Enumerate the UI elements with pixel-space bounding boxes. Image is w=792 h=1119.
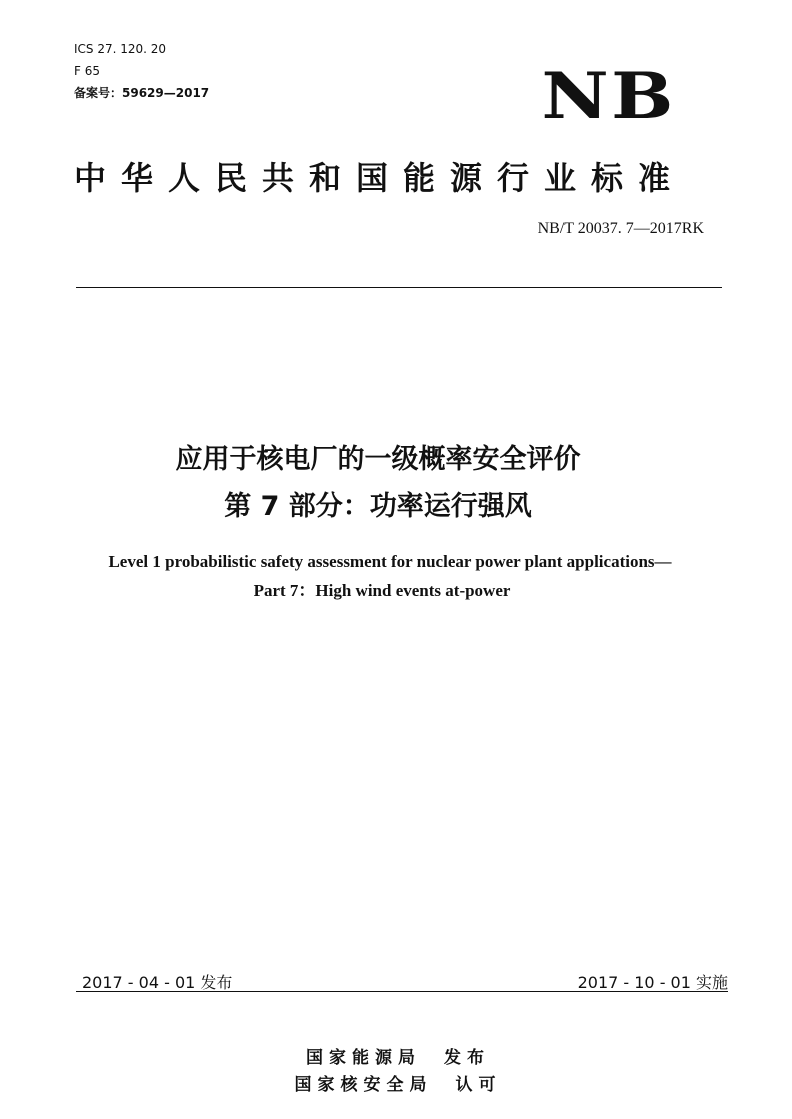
document-title-en-line1: Level 1 probabilistic safety assessment for nuclear power plant applications— — [108, 552, 672, 571]
issuing-agency: 国家能源局 发布 — [306, 1048, 490, 1068]
approving-agency: 国家核安全局 认可 — [294, 1075, 502, 1095]
bottom-divider — [76, 991, 728, 992]
filing-number: 备案号：59629—2017 — [74, 86, 210, 100]
nb-logo: NB — [541, 59, 676, 134]
standard-number: NB/T 20037. 7—2017RK — [537, 220, 704, 237]
ccs-code: F 65 — [74, 64, 100, 78]
document-title-cn-line1: 应用于核电厂的一级概率安全评价 — [175, 444, 581, 475]
ics-code: ICS 27. 120. 20 — [74, 42, 167, 56]
top-divider — [76, 287, 722, 288]
implementation-date: 2017 - 10 - 01 实施 — [577, 973, 728, 992]
standard-category-title: 中华人民共和国能源行业标准 — [74, 159, 686, 197]
document-title-cn-line2: 第 7 部分：功率运行强风 — [224, 491, 532, 522]
document-title-en-line2: Part 7：High wind events at-power — [253, 581, 511, 600]
issue-date: 2017 - 04 - 01 发布 — [82, 973, 233, 992]
